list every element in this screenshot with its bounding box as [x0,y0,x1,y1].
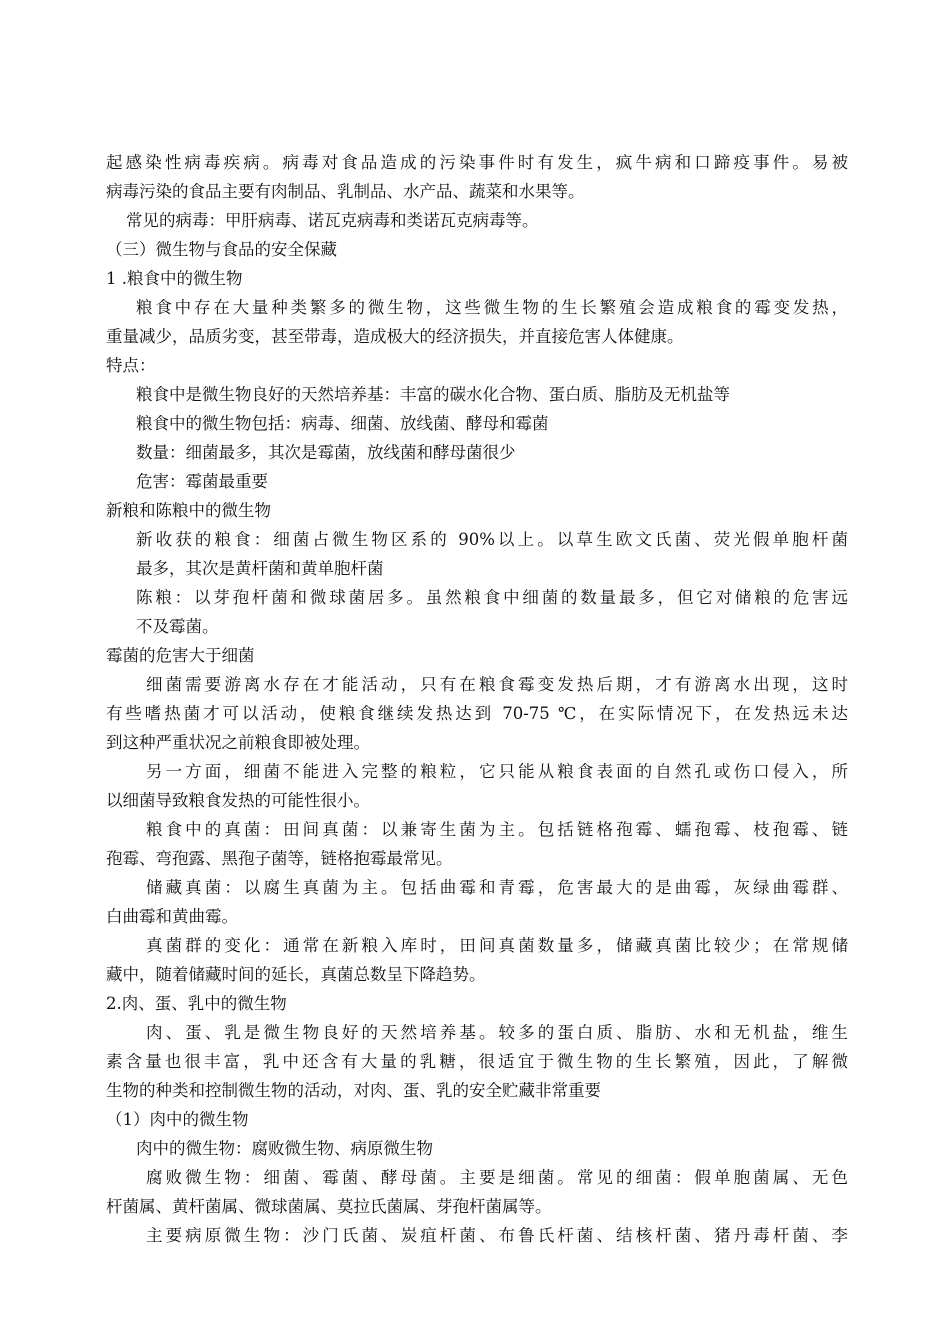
text-line: 另一方面，细菌不能进入完整的粮粒，它只能从粮食表面的自然孔或伤口侵入，所 [146,762,848,781]
text-line: 重量减少，品质劣变，甚至带毒，造成极大的经济损失，并直接危害人体健康。 [106,327,684,346]
text-line: 孢霉、弯孢露、黑孢子菌等，链格抱霉最常见。 [106,849,453,868]
text-line: 粮食中的真菌：田间真菌：以兼寄生菌为主。包括链格孢霉、蠕孢霉、枝孢霉、链 [146,820,848,839]
text-line: 最多，其次是黄杆菌和黄单胞杆菌 [136,559,384,578]
text-line: 不及霉菌。 [136,617,219,636]
text-line: 新粮和陈粮中的微生物 [106,501,271,520]
text-line: 陈粮：以芽孢杆菌和微球菌居多。虽然粮食中细菌的数量最多，但它对储粮的危害远 [136,588,848,607]
text-line: 肉中的微生物：腐败微生物、病原微生物 [136,1139,433,1158]
subsection-heading: 2.肉、蛋、乳中的微生物 [106,994,287,1013]
text-line: 真菌群的变化：通常在新粮入库时，田间真菌数量多，储藏真菌比较少；在常规储 [146,936,848,955]
text-line: 危害：霉菌最重要 [136,472,268,491]
text-line: 起感染性病毒疾病。病毒对食品造成的污染事件时有发生，疯牛病和口蹄疫事件。易被 [106,153,848,172]
subsection-heading: （1）肉中的微生物 [106,1110,249,1129]
text-line: 病毒污染的食品主要有肉制品、乳制品、水产品、蔬菜和水果等。 [106,182,585,201]
text-line: 粮食中是微生物良好的天然培养基：丰富的碳水化合物、蛋白质、脂肪及无机盐等 [136,385,730,404]
text-line: 杆菌属、黄杆菌属、微球菌属、莫拉氏菌属、芽孢杆菌属等。 [106,1197,552,1216]
text-line: 肉、蛋、乳是微生物良好的天然培养基。较多的蛋白质、脂肪、水和无机盐，维生 [146,1023,848,1042]
text-line: 到这种严重状况之前粮食即被处理。 [106,733,370,752]
text-line: 腐败微生物：细菌、霉菌、酵母菌。主要是细菌。常见的细菌：假单胞菌属、无色 [146,1168,848,1187]
text-line: 藏中，随着储藏时间的延长，真菌总数呈下降趋势。 [106,965,486,984]
text-line: 有些嗜热菌才可以活动，使粮食继续发热达到 70-75 ℃，在实际情况下，在发热远未达 [106,704,848,723]
subsection-heading: 1 .粮食中的微生物 [106,269,243,288]
text-line: 白曲霉和黄曲霉。 [106,907,238,926]
text-line: 数量：细菌最多，其次是霉菌，放线菌和酵母菌很少 [136,443,516,462]
text-line: 生物的种类和控制微生物的活动，对肉、蛋、乳的安全贮藏非常重要 [106,1081,601,1100]
text-line: 细菌需要游离水存在才能活动，只有在粮食霉变发热后期，才有游离水出现，这时 [146,675,848,694]
text-line: 以细菌导致粮食发热的可能性很小。 [106,791,370,810]
text-line: 常见的病毒：甲肝病毒、诺瓦克病毒和类诺瓦克病毒等。 [126,211,539,230]
section-heading: （三）微生物与食品的安全保藏 [106,240,337,259]
text-line: 霉菌的危害大于细菌 [106,646,255,665]
text-line: 新收获的粮食：细菌占微生物区系的 90%以上。以草生欧文氏菌、荧光假单胞杆菌 [136,530,848,549]
text-line: 储藏真菌：以腐生真菌为主。包括曲霉和青霉，危害最大的是曲霉，灰绿曲霉群、 [146,878,848,897]
text-line: 主要病原微生物：沙门氏菌、炭疽杆菌、布鲁氏杆菌、结核杆菌、猪丹毒杆菌、李 [146,1226,848,1245]
text-line: 特点： [106,356,156,375]
text-line: 粮食中存在大量种类繁多的微生物，这些微生物的生长繁殖会造成粮食的霉变发热， [136,298,848,317]
text-line: 素含量也很丰富，乳中还含有大量的乳糖，很适宜于微生物的生长繁殖，因此，了解微 [106,1052,848,1071]
text-line: 粮食中的微生物包括：病毒、细菌、放线菌、酵母和霉菌 [136,414,549,433]
